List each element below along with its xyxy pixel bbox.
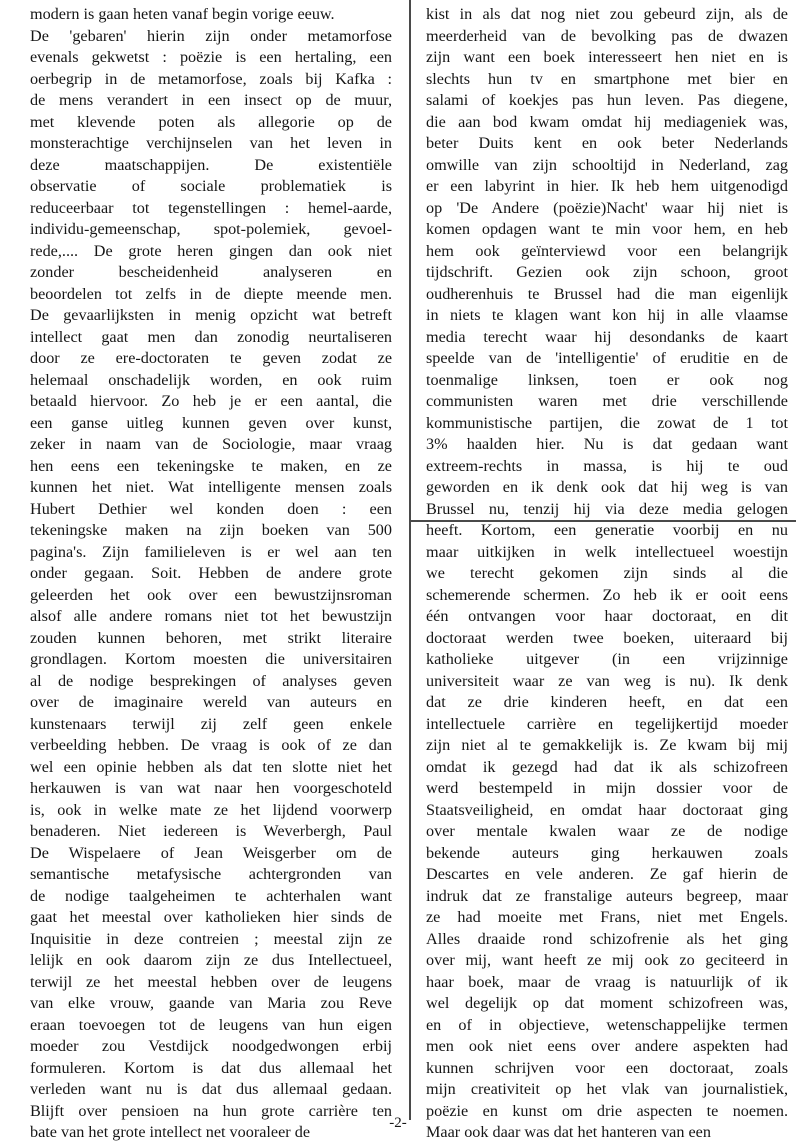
text-line: benaderen. Niet iedereen is Weverbergh, Paul — [30, 822, 392, 840]
text-line: media terecht waar hij desondanks de kaart — [426, 327, 788, 346]
text-line: kunstenaars terwijl zij zelf geen enkele — [30, 714, 392, 733]
text-line: mijn creativiteit op het vlak van journalistiek, — [426, 1080, 788, 1098]
text-line: zonder bescheidenheid analyseren en — [30, 263, 392, 281]
text-line: en of in objectieve, wetenschappelijke termen — [426, 1015, 788, 1034]
text-line: omdat ik gezegd had dat ik als schizofreen — [426, 757, 788, 776]
text-line: al de nodige besprekingen of analyses geven — [30, 671, 392, 690]
text-line: schemerende schermen. Zo heb ik er ooit eens — [426, 585, 788, 604]
text-line: wel degelijk op dat moment schizofreen was, — [426, 994, 788, 1012]
text-line: katholieke uitgever (in een vrijzinnige — [426, 650, 788, 668]
text-line: monsterachtige verchijnselen van het leven in — [30, 134, 392, 152]
text-line: we terecht gekomen zijn sinds al die — [426, 564, 788, 582]
text-line: terwijl ze het meestal hebben over de leugens — [30, 972, 392, 991]
text-line: zeker in naam van de Sociologie, maar vraag — [30, 435, 392, 453]
text-line: tekeningske maken na zijn boeken van 500 — [30, 521, 392, 539]
left-text-column — [30, 4, 392, 1144]
text-line: individu-gemeenschap, spot-polemiek, gevoel- — [30, 220, 392, 238]
text-line: geleerden het ook over een bewustzijnsroman — [30, 585, 392, 604]
text-line: De Wispelaere of Jean Weisgerber om de — [30, 843, 392, 862]
text-line: kunnen het niet. Wat intelligente mensen zoals — [30, 478, 392, 496]
text-line: zijn want een boek interesseert hen niet en is — [426, 48, 788, 66]
text-line: Brussel nu, tenzij hij via deze media gelogen — [426, 499, 788, 518]
right-text-column — [426, 4, 788, 1144]
text-line: een ganse uitleg kunnen geven over kunst, — [30, 413, 392, 432]
text-line: 3% haalden hier. Nu is dat gedaan want — [426, 435, 788, 453]
text-line: oudherenhuis te Brussel had die man eigenlijk — [426, 284, 788, 303]
text-line: bekende auteurs ging herkauwen zoals — [426, 843, 788, 862]
text-line: toenmalige linksen, toen er ook nog — [426, 370, 788, 389]
text-line: De gevaarlijksten in menig opzicht wat betreft — [30, 306, 392, 324]
text-line: de mens verandert in een insect op de muur, — [30, 91, 392, 109]
text-line: lelijk en ook daarom zijn ze dus Intellectueel, — [30, 951, 392, 969]
text-line: pagina's. Zijn familieleven is er wel aan ten — [30, 542, 392, 561]
text-line: universiteit waar ze van weg is nu). Ik denk — [426, 671, 788, 690]
text-line: rede,.... De grote heren gingen dan ook niet — [30, 241, 392, 260]
text-line: verleden want nu is dat dus allemaal gedaan. — [30, 1080, 392, 1098]
page-number: -2- — [389, 1115, 407, 1131]
text-line: deze maatschappijen. De existentiële — [30, 155, 392, 174]
text-line: de nodige taalgeheimen te achterhalen want — [30, 886, 392, 905]
text-line: salami of koekjes pas hun leven. Pas diegene, — [426, 91, 788, 109]
text-line: hen eens een tekeningske te maken, en ze — [30, 456, 392, 475]
text-line: indruk dat ze franstalige auteurs begreep, maar — [426, 886, 788, 905]
text-line: in niets te klagen want kon hij in alle vlaamse — [426, 306, 788, 324]
text-line: over mij, want heeft ze mij ook zo geciteerd in — [426, 951, 788, 969]
text-line: betaald hiervoor. Zo heb je er een aantal, die — [30, 392, 392, 410]
text-line: haar boek, maar de vraag is natuurlijk of ik — [426, 972, 788, 991]
text-line: met klevende poten als allegorie op de — [30, 112, 392, 131]
text-line: ze had moeite met Frans, niet met Engels. — [426, 908, 788, 926]
text-line: alsof alle andere romans niet tot het bewustzijn — [30, 607, 392, 625]
text-line: modern is gaan heten vanaf begin vorige eeuw. — [30, 5, 335, 23]
text-line: kunnen schrijven voor een doctoraat, zoals — [426, 1058, 788, 1077]
text-line: dat ze drie kinderen heeft, en dat een — [426, 693, 788, 711]
text-line: één ontvangen voor haar doctoraat, en dit — [426, 607, 788, 625]
text-line: over de imaginaire wereld van auteurs en — [30, 693, 392, 711]
text-line: Inquisitie in deze contreien ; meestal zijn ze — [30, 929, 392, 948]
text-line: Hubert Dethier wel konden doen : een — [30, 499, 392, 518]
text-line: gaat het meestal over katholieken hier sinds de — [30, 908, 392, 926]
text-line: moeder zou Vestdijck noodgedwongen erbij — [30, 1037, 392, 1055]
text-line: Staatsveiligheid, en omdat haar doctoraat ging — [426, 800, 788, 819]
text-line: formuleren. Kortom is dat dus allemaal het — [30, 1058, 392, 1077]
text-line: eraan toevoegen tot de leugens van hun eigen — [30, 1015, 392, 1034]
text-line: is, ook in welke mate ze het lijdend voorwerp — [30, 800, 392, 819]
text-line: oerbegrip in de metamorfose, zoals bij Kafka : — [30, 69, 392, 88]
text-line: Blijft over pensioen na hun grote carrière ten — [30, 1101, 392, 1120]
text-line: beter Duits kent en ook beter Nederlands — [426, 134, 788, 152]
text-line: hem ook geïnterviewd voor een belangrijk — [426, 241, 788, 260]
text-line: evenals gekwetst : poëzie is een hertaling, een — [30, 48, 392, 66]
text-line: zijn niet al te gemakkelijk is. Ze kwam bij mij — [426, 736, 788, 754]
text-line: komen opdagen want te min voor hem, en heb — [426, 220, 788, 238]
text-line: intellect gaat men dan zonodig neurtaliseren — [30, 327, 392, 346]
text-line: kist in als dat nog niet zou gebeurd zijn, als de — [426, 5, 788, 23]
text-line: op 'De Andere (poëzie)Nacht' waar hij niet is — [426, 198, 788, 217]
text-line: kommunistische partijen, die zowat de 1 tot — [426, 413, 788, 432]
text-line: verbeelding hebben. De vraag is ook of ze dan — [30, 736, 392, 754]
text-line: extreem-rechts in massa, is hij te oud — [426, 456, 788, 475]
text-line: die aan bod kwam omdat hij mediageniek was, — [426, 112, 788, 131]
text-line: beoordelen tot zelfs in de diepte meende men. — [30, 284, 392, 303]
text-line: De 'gebaren' hierin zijn onder metamorfose — [30, 26, 392, 45]
text-line: speelde van de 'intelligentie' of eruditie en de — [426, 349, 788, 367]
text-line: herkauwen is van wat naar hen voorgeschoteld — [30, 779, 392, 797]
text-line: door ze ere-doctoraten te geven zodat ze — [30, 349, 392, 367]
text-line: Alles draaide rond schizofrenie als het ging — [426, 929, 788, 948]
text-line: helemaal onschadelijk worden, en ook ruim — [30, 370, 392, 389]
text-line: wel een opinie hebben als dat ten slotte niet het — [30, 757, 392, 776]
text-line: bate van het grote intellect net vooraleer de — [30, 1123, 311, 1141]
text-line: Descartes en vele anderen. Ze gaf hierin de — [426, 865, 788, 883]
text-line: poëzie en kunst om drie aspecten te noemen. — [426, 1101, 788, 1120]
text-line: observatie of sociale problematiek is — [30, 177, 392, 195]
text-line: tijdschrift. Gezien ook zijn schoon, groot — [426, 263, 788, 281]
column-divider — [409, 0, 411, 1120]
text-line: doctoraat werden twee boeken, uiteraard bij — [426, 628, 788, 647]
text-line: meerderheid van de bevolking pas de dwazen — [426, 26, 788, 45]
text-line: er een labyrint in hier. Ik heb hem uitgenodigd — [426, 177, 788, 195]
text-line: maar uitkijken in welk intellectueel woestijn — [426, 542, 788, 561]
text-line: Maar ook daar was dat het hanteren van een — [426, 1123, 711, 1141]
text-line: geworden en ik denk ook dat hij weg is van — [426, 478, 788, 496]
text-line: slechts hun tv en smartphone met bier en — [426, 69, 788, 88]
text-line: omwille van zijn schooltijd in Nederland, zag — [426, 155, 788, 174]
text-line: semantische metafysische achtergronden van — [30, 865, 392, 883]
text-line: intellectuele carrière en tegelijkertijd moeder — [426, 714, 788, 733]
text-line: werd bestempeld in mijn dossier voor de — [426, 779, 788, 797]
text-line: onder gegaan. Soit. Hebben de andere grote — [30, 564, 392, 582]
text-line: over mentale kwalen waar ze de nodige — [426, 822, 788, 840]
text-line: van elke vrouw, gaande van Maria zou Reve — [30, 994, 392, 1012]
text-line: grondlagen. Kortom moesten die universitairen — [30, 650, 392, 668]
text-line: zouden kunnen behoren, met strikt literaire — [30, 628, 392, 647]
text-line: men ook niet eens over andere aspekten had — [426, 1037, 788, 1055]
text-line: reduceerbaar tot tegenstellingen : hemel-aarde, — [30, 198, 392, 217]
text-line: communisten waren met drie verschillende — [426, 392, 788, 410]
text-line: heeft. Kortom, een generatie voorbij en nu — [426, 521, 788, 539]
